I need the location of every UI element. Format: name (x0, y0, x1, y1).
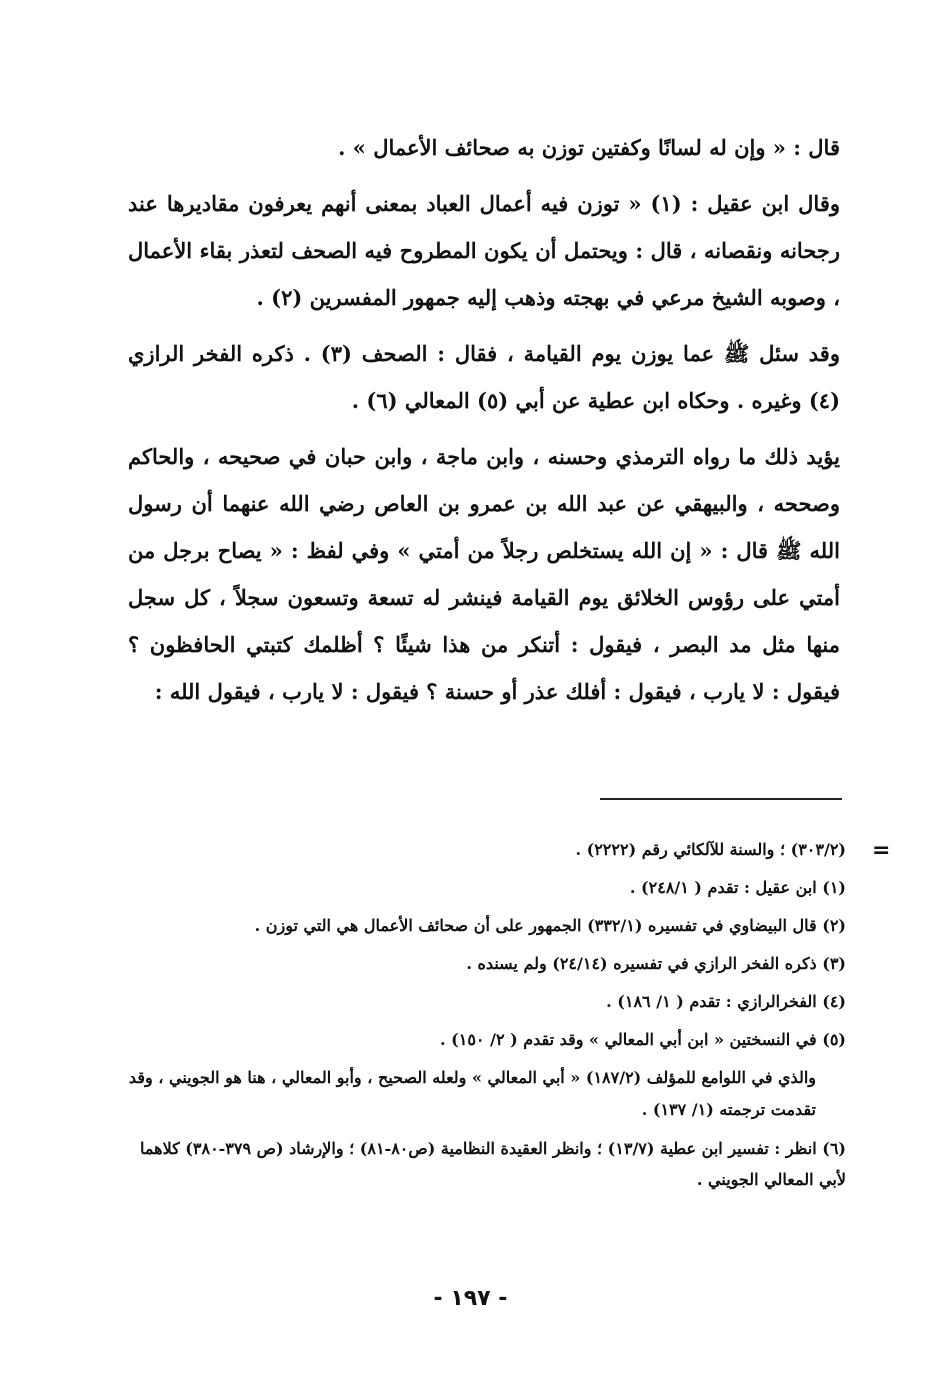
paragraph-quote: قال : « وإن له لسانًا وكفتين توزن به صحائف الأعمال » . (338, 135, 840, 160)
footnote-5: (٥) في النسختين « ابن أبي المعالي » وقد تقدم ( ٢/ ١٥٠) . (440, 1030, 846, 1049)
footnote-5-continuation: والذي في اللوامع للمؤلف (١٨٧/٢) « أبي المعالي » ولعله الصحيح ، وأبو المعالي ، هنا هو الجويني ، وقد تقدمت ترجمته (١/ ١٣٧) . (128, 1068, 816, 1119)
main-text (128, 124, 840, 715)
footnote-1: (١) ابن عقيل : تقدم ( ٢٤٨/١) . (629, 878, 846, 897)
continuation-mark: = (872, 838, 891, 863)
footnote-3: (٣) ذكره الفخر الرازي في تفسيره (٢٤/١٤) ولم يسنده . (466, 954, 846, 973)
footnote-2: (٢) قال البيضاوي في تفسيره (٣٣٢/١) الجمهور على أن صحائف الأعمال هي التي توزن . (254, 916, 846, 935)
footnote-4: (٤) الفخرالرازي : تقدم ( ١/ ١٨٦) . (606, 992, 846, 1011)
paragraph-ibn-aqil: وقال ابن عقيل : (١) « توزن فيه أعمال العباد بمعنى أنهم يعرفون مقاديرها عند رجحانه ونقصانه ، قال : ويحتمل أن يكون المطروح فيه الصحف لتعذر بقاء الأعمال ، وصوبه الشيخ مرعي في بهجته وذهب إليه جمهور المفسرين (٢) . (128, 191, 840, 310)
paragraph-hadith: يؤيد ذلك ما رواه الترمذي وحسنه ، وابن ماجة ، وابن حبان في صحيحه ، والحاكم وصححه ، والبيهقي عن عبد الله بن عمرو بن العاص رضي الله عنهما أن رسول الله ﷺ قال : « إن الله يستخلص رجلاً من أمتي » وفي لفظ : « يصاح برجل من أمتي على رؤوس الخلائق يوم القيامة فينشر له تسعة وتسعون سجلاً ، كل سجل منها مثل مد البصر ، فيقول : أتنكر من هذا شيئًا ؟ أظلمك كتبتي الحافظون ؟ فيقول : لا يارب ، فيقول : أفلك عذر أو حسنة ؟ فيقول : لا يارب ، فيقول الله : (128, 444, 840, 704)
footnotes (128, 834, 846, 1202)
footnote-separator (600, 798, 842, 800)
paragraph-question: وقد سئل ﷺ عما يوزن يوم القيامة ، فقال : الصحف (٣) . ذكره الفخر الرازي (٤) وغيره . وحكاه ابن عطية عن أبي (٥) المعالي (٦) . (128, 341, 840, 413)
page-number: - ١٩٧ - (433, 1286, 508, 1311)
footnote-continued: (٣٠٣/٢) ؛ والسنة للآلكائي رقم (٢٢٢٢) . (575, 840, 846, 859)
footnote-6: (٦) انظر : تفسير ابن عطية (١٣/٧) ؛ وانظر العقيدة النظامية (ص٨٠-٨١) ؛ والإرشاد (ص ٣٧٩-٣٨٠) كلاهما لأبي المعالي الجويني . (140, 1139, 846, 1189)
